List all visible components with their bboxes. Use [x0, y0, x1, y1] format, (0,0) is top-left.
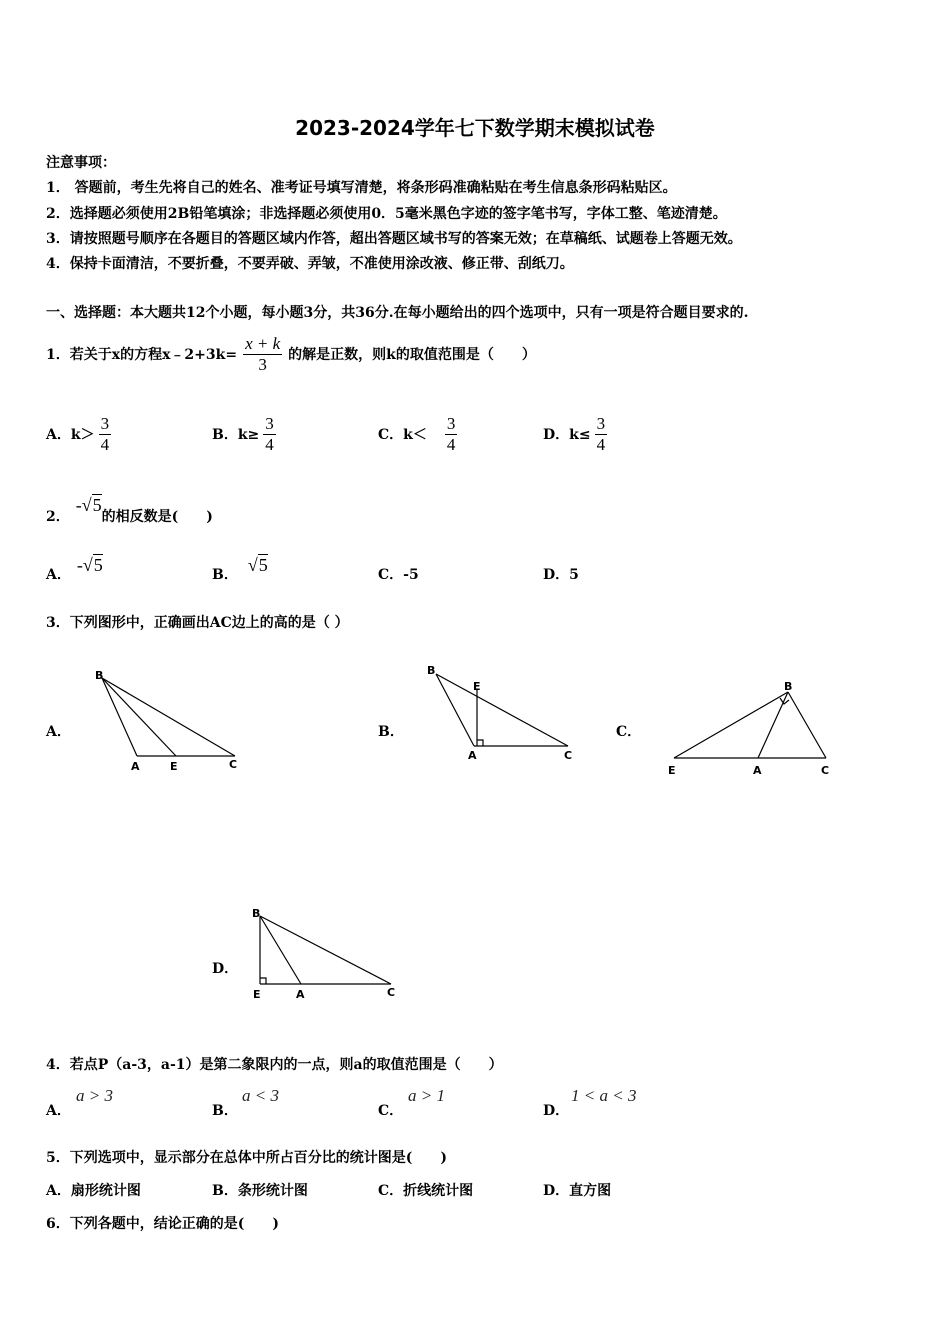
label-C: C	[821, 764, 830, 777]
segment-BE	[102, 678, 176, 756]
q1-prefix: 1．若关于x的方程x﹣2+3k=	[46, 347, 238, 363]
q5-option-d[interactable]: D．直方图	[543, 1183, 612, 1199]
q4-option-d[interactable]	[543, 1084, 703, 1120]
q5-option-c[interactable]: C．折线统计图	[378, 1183, 474, 1199]
q5-option-b[interactable]: B．条形统计图	[212, 1183, 308, 1199]
label-B: B	[95, 669, 104, 682]
q4-option-c[interactable]	[378, 1084, 528, 1120]
option-label: C．	[378, 1103, 404, 1119]
label-C: C	[564, 749, 573, 762]
q1-frac-num: x + k	[245, 333, 281, 353]
option-fraction: $\frac{3}{4}$	[100, 413, 110, 454]
label-A: A	[131, 760, 140, 773]
q1-suffix: 的解是正数，则k的取值范围是（ ）	[288, 347, 536, 363]
q2-expression: -√5	[75, 495, 102, 515]
label-A: A	[296, 988, 305, 1001]
option-label: A．	[46, 1103, 71, 1119]
page-title: 2023-2024学年七下数学期末模拟试卷	[295, 116, 655, 140]
segment-EB	[674, 692, 788, 758]
option-label: D．	[543, 1103, 570, 1119]
label-C: C	[387, 986, 396, 999]
figure-a	[90, 664, 250, 776]
segment-BC	[260, 916, 391, 984]
q1-option-b[interactable]	[212, 410, 276, 458]
q4-option-a[interactable]	[46, 1084, 196, 1120]
segment-BC	[102, 678, 235, 756]
option-math: √5	[247, 555, 268, 575]
label-B: B	[784, 680, 793, 693]
q2-stem-text: 的相反数是( )	[101, 509, 213, 525]
q2-option-a[interactable]	[46, 554, 103, 584]
q2-option-b[interactable]	[212, 554, 268, 584]
segment-BA	[102, 678, 137, 756]
option-label: C．k＜	[378, 427, 427, 443]
segment-BC	[788, 692, 826, 758]
label-E: E	[170, 760, 178, 773]
right-angle-mark	[477, 740, 483, 746]
notice-item: 1． 答题前，考生先将自己的姓名、准考证号填写清楚，将条形码准确粘贴在考生信息条形码粘贴区。	[46, 180, 677, 196]
notice-item: 2．选择题必须使用2B铅笔填涂；非选择题必须使用0．5毫米黑色字迹的签字笔书写，字体工整、笔迹清楚。	[46, 206, 727, 222]
segment-BA	[758, 692, 788, 758]
question-1-stem	[46, 328, 536, 380]
option-math: 1 < a < 3	[571, 1086, 637, 1105]
option-label: A．k＞	[46, 427, 95, 443]
q1-option-c[interactable]	[378, 410, 457, 458]
option-math: -√5	[76, 555, 103, 575]
notice-item: 3．请按照题号顺序在各题目的答题区域内作答，超出答题区域书写的答案无效；在草稿纸、试题卷上答题无效。	[46, 231, 742, 247]
option-label: A．	[46, 567, 71, 583]
label-E: E	[473, 680, 481, 693]
label-B: B	[427, 664, 436, 677]
q3-option-c-label[interactable]: C．	[616, 724, 642, 740]
q3-option-d-label[interactable]: D．	[212, 961, 239, 977]
label-B: B	[252, 907, 261, 920]
notice-heading: 注意事项：	[46, 155, 116, 171]
label-C: C	[229, 758, 238, 771]
q3-option-a-label[interactable]: A．	[46, 724, 71, 740]
q1-fraction	[243, 334, 282, 374]
label-A: A	[468, 749, 477, 762]
label-E: E	[253, 988, 261, 1001]
label-A: A	[753, 764, 762, 777]
section-heading: 一、选择题：本大题共12个小题，每小题3分，共36分.在每小题给出的四个选项中，只有一项是符合题目要求的.	[46, 305, 749, 321]
q4-option-b[interactable]	[212, 1084, 362, 1120]
option-label: D．k≤	[543, 427, 591, 443]
question-2-stem	[46, 496, 213, 526]
figure-b	[422, 660, 582, 770]
option-label: B．	[212, 567, 238, 583]
q1-option-a[interactable]	[46, 410, 111, 458]
option-fraction: $\frac{3}{4}$	[446, 413, 456, 454]
q2-option-c[interactable]: C．-5	[378, 567, 419, 583]
question-6-stem: 6．下列各题中，结论正确的是( )	[46, 1216, 279, 1232]
q1-option-d[interactable]	[543, 410, 607, 458]
q2-option-d[interactable]: D．5	[543, 567, 579, 583]
option-math: a < 3	[242, 1086, 279, 1105]
option-label: B．k≥	[212, 427, 260, 443]
q2-number: 2．	[46, 509, 70, 525]
figure-c	[660, 672, 840, 784]
notice-item: 4．保持卡面清洁，不要折叠，不要弄破、弄皱，不准使用涂改液、修正带、刮纸刀。	[46, 256, 574, 272]
figure-d	[244, 900, 414, 1008]
q1-frac-den: 3	[258, 354, 267, 374]
question-3-stem: 3．下列图形中，正确画出AC边上的高的是（ ）	[46, 615, 349, 631]
question-5-stem: 5．下列选项中，显示部分在总体中所占百分比的统计图是( )	[46, 1150, 447, 1166]
option-math: a > 3	[76, 1086, 113, 1105]
option-fraction: $\frac{3}{4}$	[596, 413, 606, 454]
q5-option-a[interactable]: A．扇形统计图	[46, 1183, 141, 1199]
label-E: E	[668, 764, 676, 777]
question-4-stem: 4．若点P（a-3，a-1）是第二象限内的一点，则a的取值范围是（ ）	[46, 1057, 503, 1073]
segment-BC	[436, 674, 568, 746]
option-math: a > 1	[408, 1086, 445, 1105]
option-fraction: $\frac{3}{4}$	[265, 413, 274, 454]
option-label: B．	[212, 1103, 238, 1119]
right-angle-mark	[260, 978, 266, 984]
q3-option-b-label[interactable]: B．	[378, 724, 404, 740]
